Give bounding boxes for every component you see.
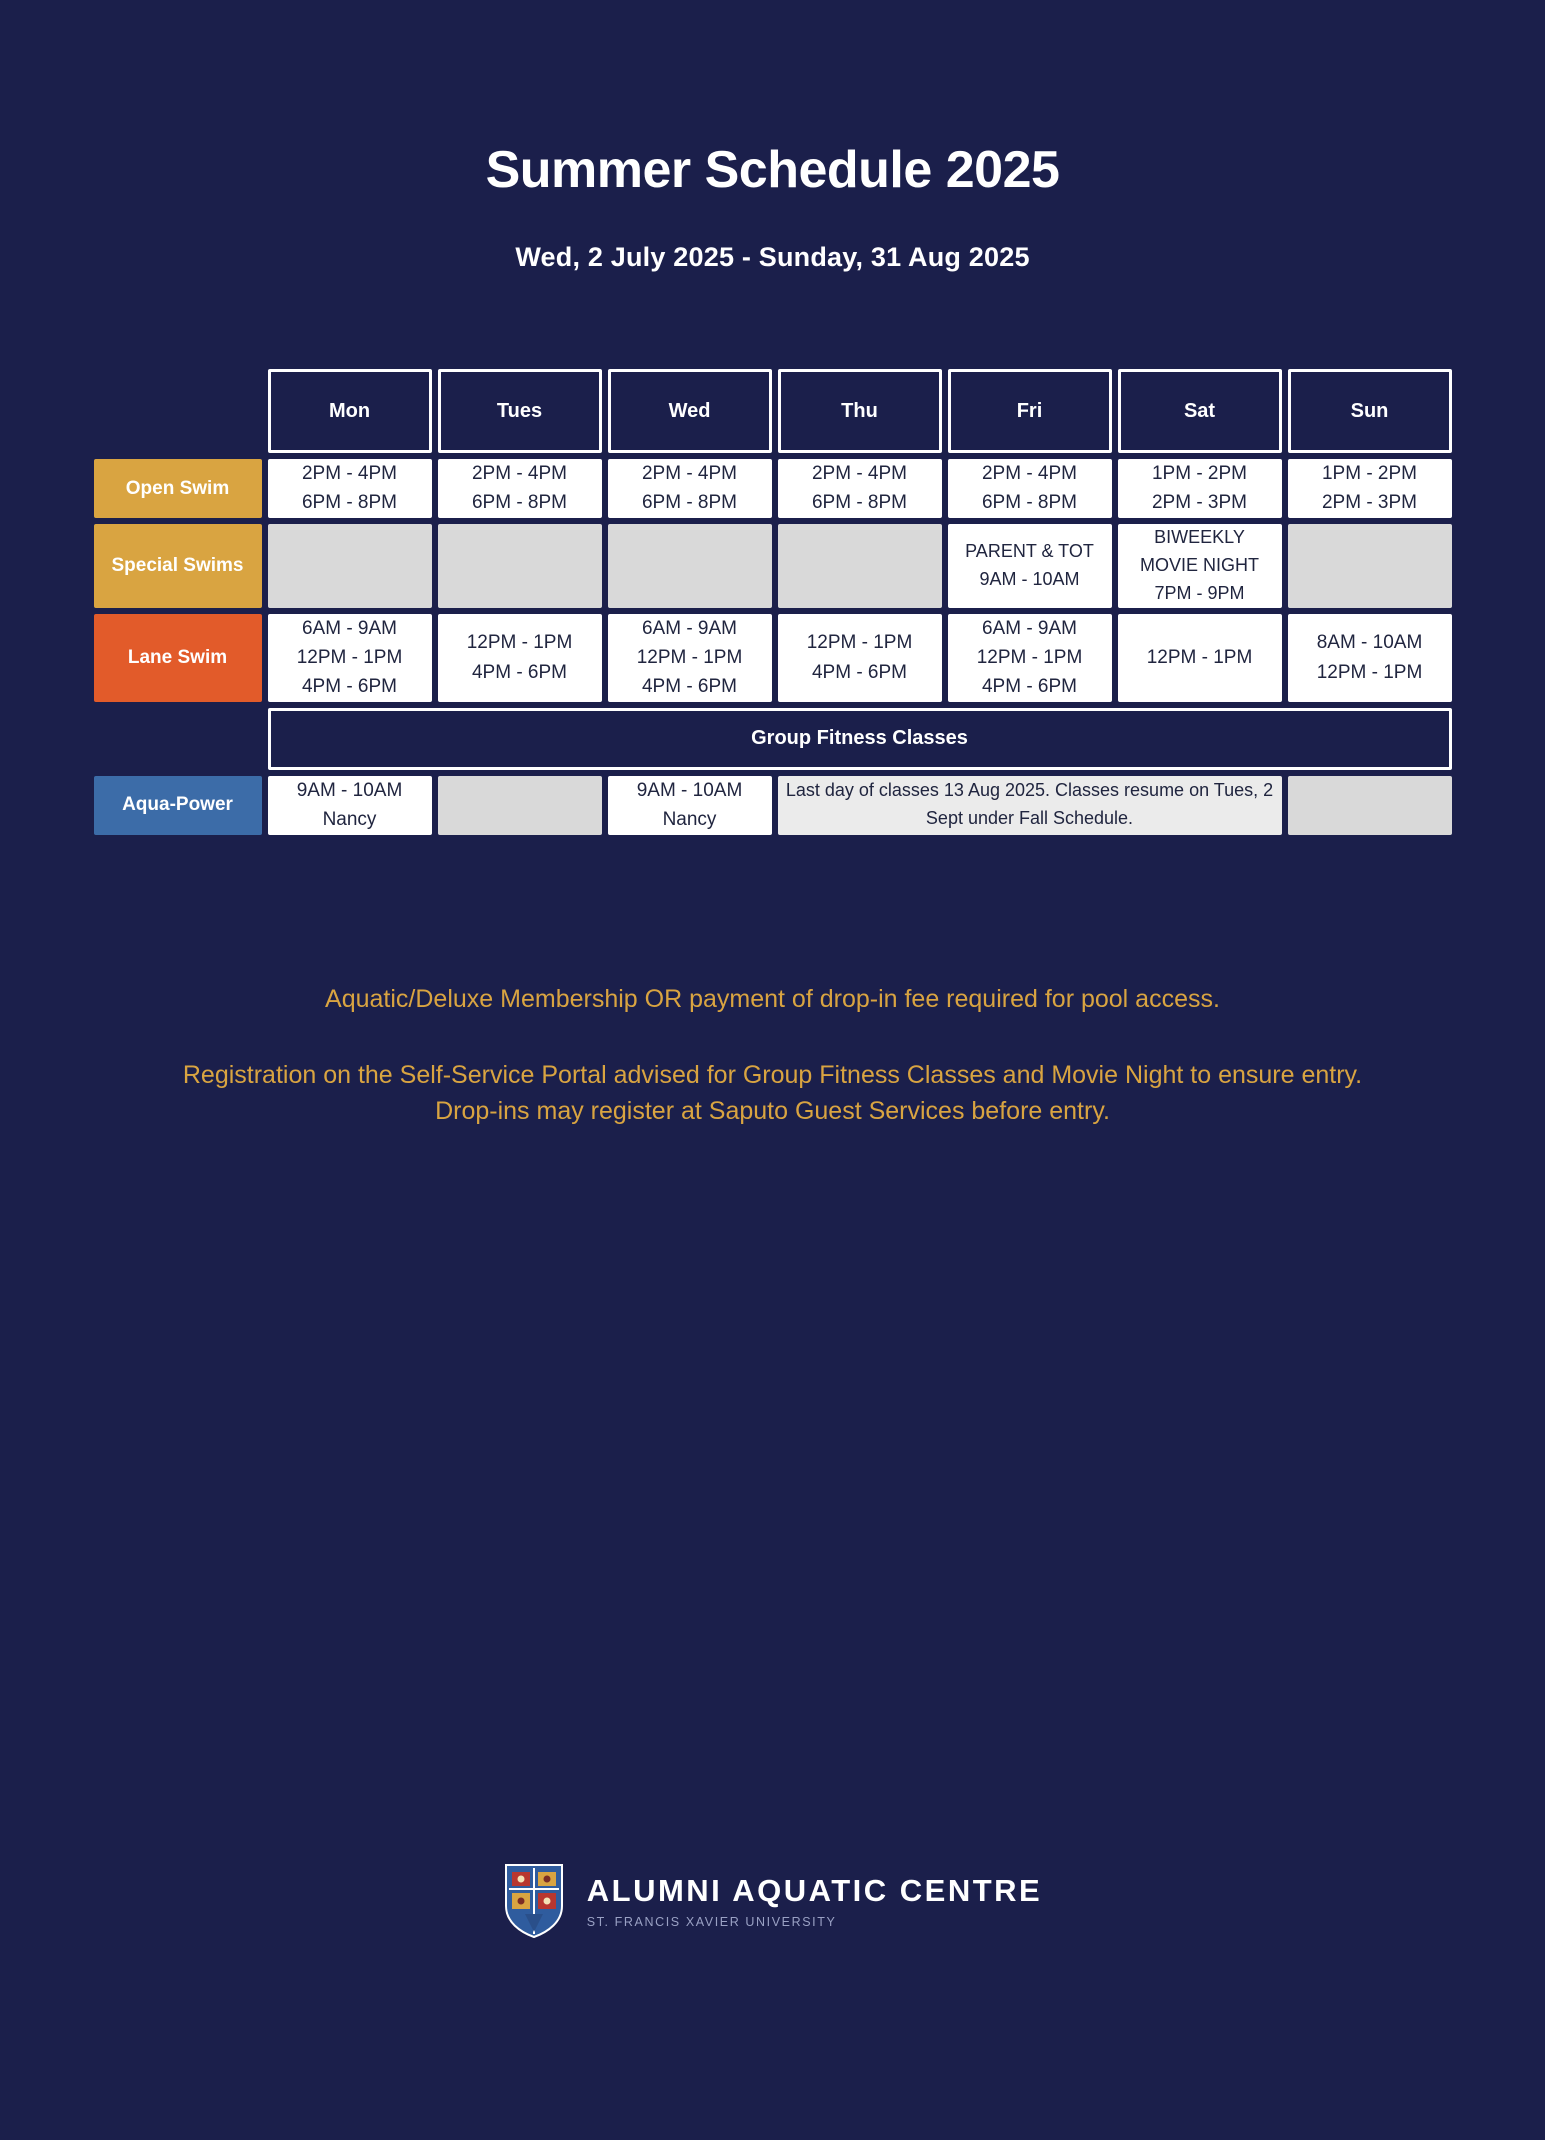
day-header-mon: Mon	[268, 369, 432, 453]
university-crest-icon	[503, 1862, 565, 1940]
day-header-tues: Tues	[438, 369, 602, 453]
cell-lane-swim-thu: 12PM - 1PM 4PM - 6PM	[778, 614, 942, 702]
row-label-open-swim: Open Swim	[94, 459, 262, 518]
cell-open-swim-mon: 2PM - 4PM 6PM - 8PM	[268, 459, 432, 518]
day-header-sat: Sat	[1118, 369, 1282, 453]
cell-open-swim-fri: 2PM - 4PM 6PM - 8PM	[948, 459, 1112, 518]
cell-special-swims-sun	[1288, 524, 1452, 608]
cell-special-swims-tues	[438, 524, 602, 608]
cell-aqua-power-wed: 9AM - 10AM Nancy	[608, 776, 772, 835]
cell-aqua-power-tues	[438, 776, 602, 835]
day-header-thu: Thu	[778, 369, 942, 453]
cell-open-swim-thu: 2PM - 4PM 6PM - 8PM	[778, 459, 942, 518]
page-title: Summer Schedule 2025	[485, 141, 1060, 199]
cell-open-swim-sun: 1PM - 2PM 2PM - 3PM	[1288, 459, 1452, 518]
schedule-table-wrap	[88, 363, 1458, 841]
cell-lane-swim-fri: 6AM - 9AM 12PM - 1PM 4PM - 6PM	[948, 614, 1112, 702]
cell-aqua-power-mon: 9AM - 10AM Nancy	[268, 776, 432, 835]
notes-block	[153, 981, 1393, 1130]
day-header-fri: Fri	[948, 369, 1112, 453]
row-label-lane-swim: Lane Swim	[94, 614, 262, 702]
cell-aqua-power-sun	[1288, 776, 1452, 835]
institution-name: ST. FRANCIS XAVIER UNIVERSITY	[586, 1915, 837, 1929]
day-header-sun: Sun	[1288, 369, 1452, 453]
schedule-poster	[0, 140, 1545, 2140]
group-fitness-banner-row	[94, 708, 1452, 770]
cell-open-swim-tues: 2PM - 4PM 6PM - 8PM	[438, 459, 602, 518]
cell-open-swim-wed: 2PM - 4PM 6PM - 8PM	[608, 459, 772, 518]
cell-lane-swim-wed: 6AM - 9AM 12PM - 1PM 4PM - 6PM	[608, 614, 772, 702]
table-row	[94, 524, 1452, 608]
group-fitness-banner: Group Fitness Classes	[268, 708, 1452, 770]
cell-lane-swim-tues: 12PM - 1PM 4PM - 6PM	[438, 614, 602, 702]
table-row	[94, 776, 1452, 835]
footer	[0, 1862, 1545, 1940]
cell-special-swims-sat: BIWEEKLY MOVIE NIGHT 7PM - 9PM	[1118, 524, 1282, 608]
cell-special-swims-mon	[268, 524, 432, 608]
row-label-aqua-power: Aqua-Power	[94, 776, 262, 835]
cell-lane-swim-sun: 8AM - 10AM 12PM - 1PM	[1288, 614, 1452, 702]
footer-brand-text	[587, 1873, 1042, 1929]
brand-name: ALUMNI AQUATIC CENTRE	[586, 1873, 1043, 1908]
corner-blank	[94, 369, 262, 453]
table-row	[94, 459, 1452, 518]
day-header-wed: Wed	[608, 369, 772, 453]
table-header-row	[94, 369, 1452, 453]
cell-special-swims-wed	[608, 524, 772, 608]
row-label-special-swims: Special Swims	[94, 524, 262, 608]
note-registration: Registration on the Self-Service Portal advised for Group Fitness Classes and Movie Night to ensure entry. Drop-ins may register at Saputo Guest Services before entry.	[182, 1060, 1363, 1126]
cell-special-swims-thu	[778, 524, 942, 608]
cell-open-swim-sat: 1PM - 2PM 2PM - 3PM	[1118, 459, 1282, 518]
cell-lane-swim-mon: 6AM - 9AM 12PM - 1PM 4PM - 6PM	[268, 614, 432, 702]
cell-lane-swim-sat: 12PM - 1PM	[1118, 614, 1282, 702]
note-membership: Aquatic/Deluxe Membership OR payment of drop-in fee required for pool access.	[325, 984, 1220, 1013]
table-row	[94, 614, 1452, 702]
date-range: Wed, 2 July 2025 - Sunday, 31 Aug 2025	[515, 242, 1030, 272]
cell-special-swims-fri: PARENT & TOT 9AM - 10AM	[948, 524, 1112, 608]
banner-blank	[94, 708, 262, 770]
cell-aqua-power-note: Last day of classes 13 Aug 2025. Classes resume on Tues, 2 Sept under Fall Schedule.	[778, 776, 1282, 835]
schedule-table	[88, 363, 1458, 841]
